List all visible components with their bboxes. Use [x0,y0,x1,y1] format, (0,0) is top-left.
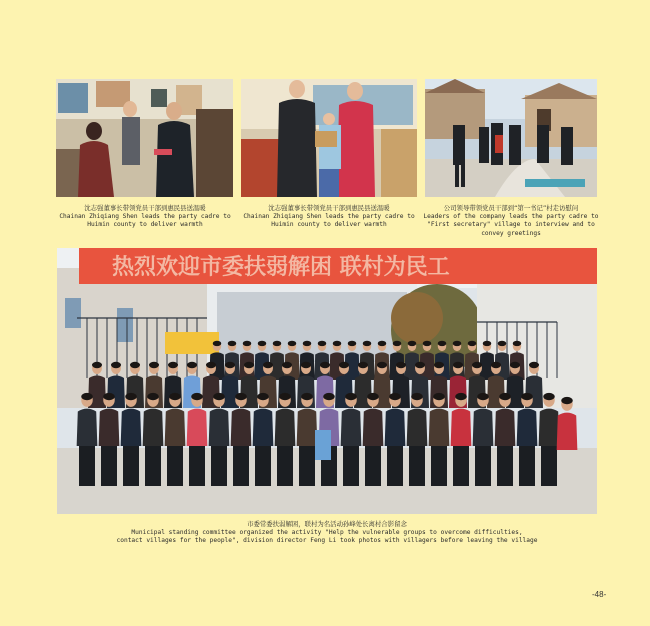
banner-text: 热烈欢迎市委扶弱解困 联村为民工 [112,255,450,280]
caption-en: Huimin county to deliver warmth [271,221,387,229]
caption-en: Chainan Zhiqiang Shen leads the party cadre to [243,212,415,220]
caption-en: "First secretary" village to interview and to [427,221,595,229]
photo-village-street [425,79,597,197]
caption-en: Municipal standing committee organized the activity "Help the vulnerable groups to overcome difficulties, [131,528,523,536]
caption-zh: 沈志强董事长带领党员干部到惠民县送温暖 [268,204,390,212]
caption-en: contact villages for the people", division director Feng Li took photos with villagers before leaving the village [116,537,538,545]
photo-indoor-visit [56,79,233,197]
group-photo [57,248,597,514]
caption-en: convey greetings [481,229,541,237]
caption-en: Huimin county to deliver warmth [87,221,203,229]
caption-en: Leaders of the company leads the party cadre to [423,212,599,220]
page-number: -48- [592,590,607,599]
photo-caption-2 [236,204,422,230]
photo-family-visit [241,79,417,197]
photo-caption-3 [418,204,604,238]
photo-caption-1 [50,204,240,230]
group-photo-caption [60,520,594,546]
caption-en: Chainan Zhiqiang Shen leads the party cadre to [59,212,231,220]
caption-zh: 沈志强董事长带领党员干部到惠民县送温暖 [84,204,206,212]
caption-zh: 市委常委扶弱解困，联村为名活动孙峰处长离村合影留念 [247,520,407,528]
caption-zh: 公司领导带领党员干部到“第一书记”村走访慰问 [443,204,579,212]
